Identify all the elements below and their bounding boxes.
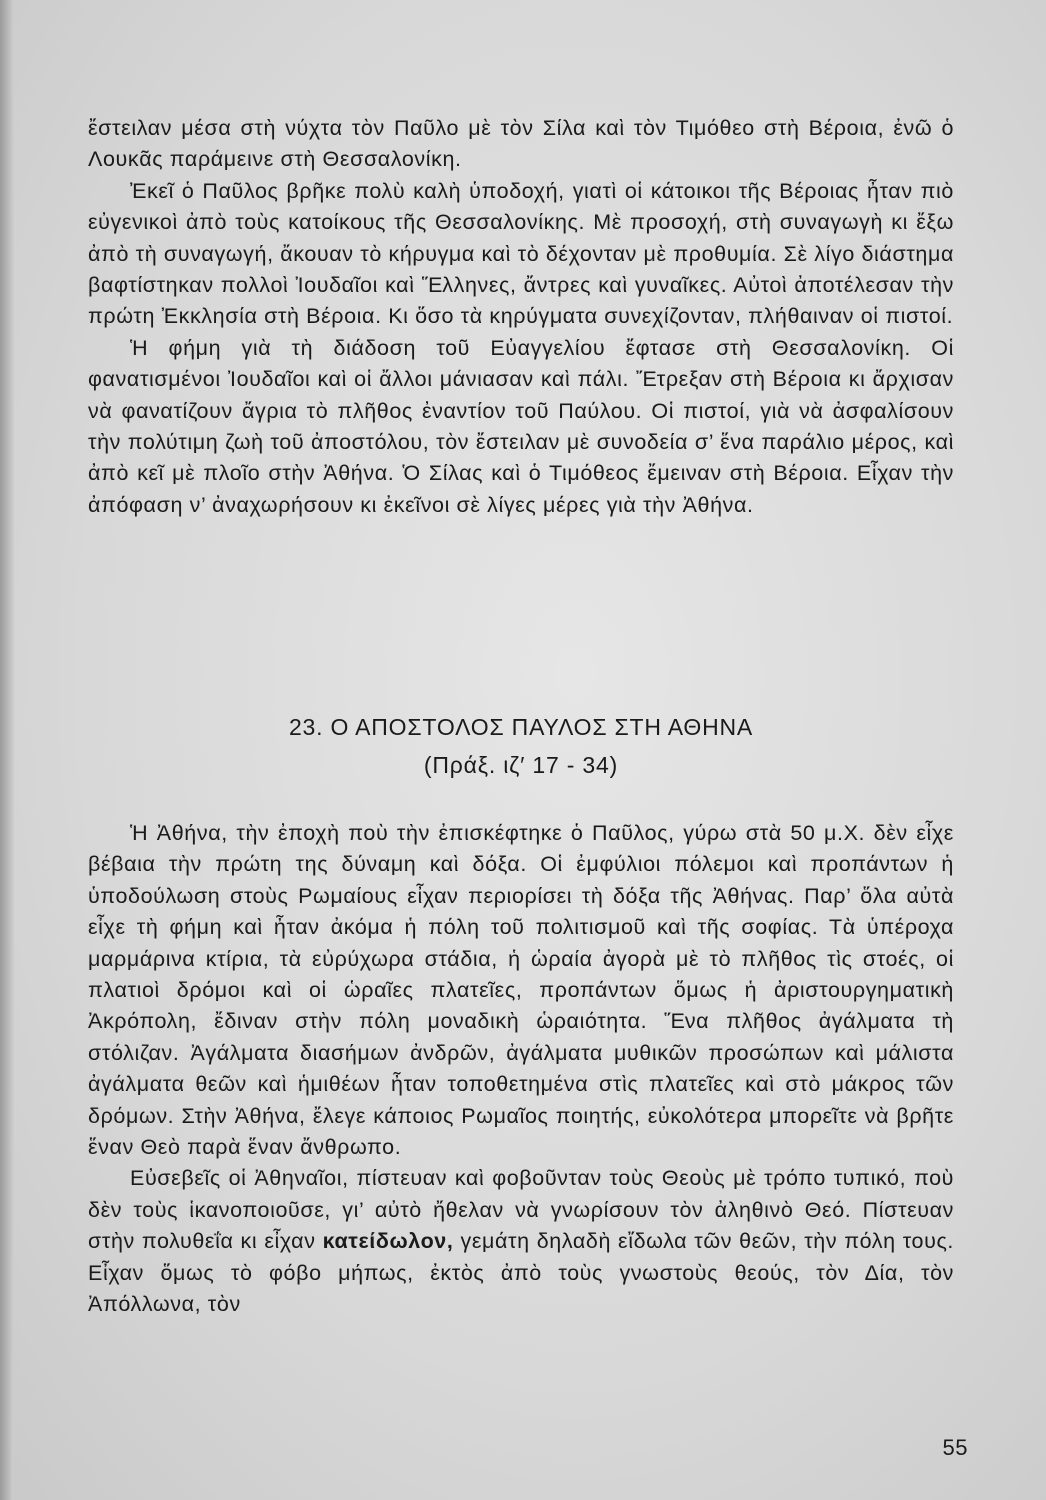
bold-term: κατείδωλον,	[322, 1229, 454, 1254]
paragraph: ἔστειλαν μέσα στὴ νύχτα τὸν Παῦλο μὲ τὸν Σίλα καὶ τὸν Τιμόθεο στὴ Βέροια, ἐνῶ ὁ Λουκᾶς παράμεινε στὴ Θεσσαλονίκη.	[88, 116, 954, 172]
chapter-scripture-reference: (Πράξ. ιζ′ 17 - 34)	[423, 752, 619, 778]
page-number: 55	[942, 1435, 968, 1460]
paragraph-text: Εὐσεβεῖς οἱ Ἀθηναῖοι, πίστευαν καὶ φοβοῦνταν τοὺς Θεοὺς μὲ τρόπο τυπικό, ποὺ δὲν τοὺς ἱκανοποιοῦσε, γι’ αὐτὸ ἤθελαν νὰ γνωρίσουν τὸν ἀληθινὸ Θεό. Πίστευαν στὴν πολυθεΐα κι εἶχαν	[88, 1166, 954, 1254]
paragraph	[88, 1163, 954, 1320]
paragraph: Ἐκεῖ ὁ Παῦλος βρῆκε πολὺ καλὴ ὑποδοχή, γιατὶ οἱ κάτοικοι τῆς Βέροιας ἦταν πιὸ εὐγενικοὶ ἀπὸ τοὺς κατοίκους τῆς Θεσσαλονίκης. Μὲ προσοχή, στὴ συναγωγὴ κι ἔξω ἀπὸ τὴ συναγωγή, ἄκουαν τὸ κήρυγμα καὶ τὸ δέχονταν μὲ προθυμία. Σὲ λίγο διάστημα βαφτίστηκαν πολλοὶ Ἰουδαῖοι καὶ Ἕλληνες, ἄντρες καὶ γυναῖκες. Αὐτοὶ ἀποτέλεσαν τὴν πρώτη Ἐκκλησία στὴ Βέροια. Κι ὅσο τὰ κηρύγματα συνεχίζονταν, πλήθαιναν οἱ πιστοί.	[88, 178, 954, 329]
chapter-title: 23. Ο ΑΠΟΣΤΟΛΟΣ ΠΑΥΛΟΣ ΣΤΗ ΑΘΗΝΑ	[288, 714, 754, 740]
paragraph-text: γεμάτη δηλαδὴ εἴδωλα τῶν θεῶν, τὴν πόλη τους. Εἶχαν ὅμως τὸ φόβο μήπως, ἐκτὸς ἀπὸ τοὺς γνωστοὺς θεούς, τὸν Δία, τὸν Ἀπόλλωνα, τὸν	[88, 1229, 954, 1317]
page-binding-edge	[0, 0, 14, 1500]
paragraph: Ἡ Ἀθήνα, τὴν ἐποχὴ ποὺ τὴν ἐπισκέφτηκε ὁ Παῦλος, γύρω στὰ 50 μ.Χ. δὲν εἶχε βέβαια τὴν πρώτη της δύναμη καὶ δόξα. Οἱ ἐμφύλιοι πόλεμοι καὶ προπάντων ἡ ὑποδούλωση στοὺς Ρωμαίους εἶχαν περιορίσει τὴ δόξα τῆς Ἀθήνας. Παρ’ ὅλα αὐτὰ εἶχε τὴ φήμη καὶ ἦταν ἀκόμα ἡ πόλη τοῦ πολιτισμοῦ καὶ τῆς σοφίας. Τὰ ὑπέροχα μαρμάρινα κτίρια, τὰ εὐρύχωρα στάδια, ἡ ὡραία ἀγορὰ μὲ τὸ πλῆθος τὶς στοές, οἱ πλατιοὶ δρόμοι καὶ οἱ ὡραῖες πλατεῖες, προπάντων ὅμως ἡ ἀριστουργηματικὴ Ἀκρόπολη, ἔδιναν στὴν πόλη μοναδικὴ ὡραιότητα. Ἕνα πλῆθος ἀγάλματα τὴ στόλιζαν. Ἀγάλματα διασήμων ἀνδρῶν, ἀγάλματα μυθικῶν προσώπων καὶ μάλιστα ἀγάλματα θεῶν καὶ ἡμιθέων ἦταν τοποθετημένα στὶς πλατεῖες καὶ στὸ μάκρος τῶν δρόμων. Στὴν Ἀθήνα, ἔλεγε κάποιος Ρωμαῖος ποιητής, εὐκολότερα μπορεῖτε νὰ βρῆτε ἕναν Θεὸ παρὰ ἕναν ἄνθρωπο.	[88, 821, 954, 1160]
text-section-verroia	[88, 113, 954, 521]
paragraph: Ἡ φήμη γιὰ τὴ διάδοση τοῦ Εὐαγγελίου ἔφτασε στὴ Θεσσαλονίκη. Οἱ φανατισμένοι Ἰουδαῖοι καὶ οἱ ἄλλοι μάνιασαν καὶ πάλι. Ἔτρεξαν στὴ Βέροια κι ἄρχισαν νὰ φανατίζουν ἄγρια τὸ πλῆθος ἐναντίον τοῦ Παύλου. Οἱ πιστοί, γιὰ νὰ ἀσφαλίσουν τὴν πολύτιμη ζωὴ τοῦ ἀποστόλου, τὸν ἔστειλαν μὲ συνοδεία σ’ ἕνα παράλιο μέρος, καὶ ἀπὸ κεῖ μὲ πλοῖο στὴν Ἀθήνα. Ὁ Σίλας καὶ ὁ Τιμόθεος ἔμειναν στὴ Βέροια. Εἶχαν τὴν ἀπόφαση ν’ ἀναχωρήσουν κι ἐκεῖνοι σὲ λίγες μέρες γιὰ τὴν Ἀθήνα.	[88, 335, 954, 517]
text-section-athens	[88, 818, 954, 1321]
